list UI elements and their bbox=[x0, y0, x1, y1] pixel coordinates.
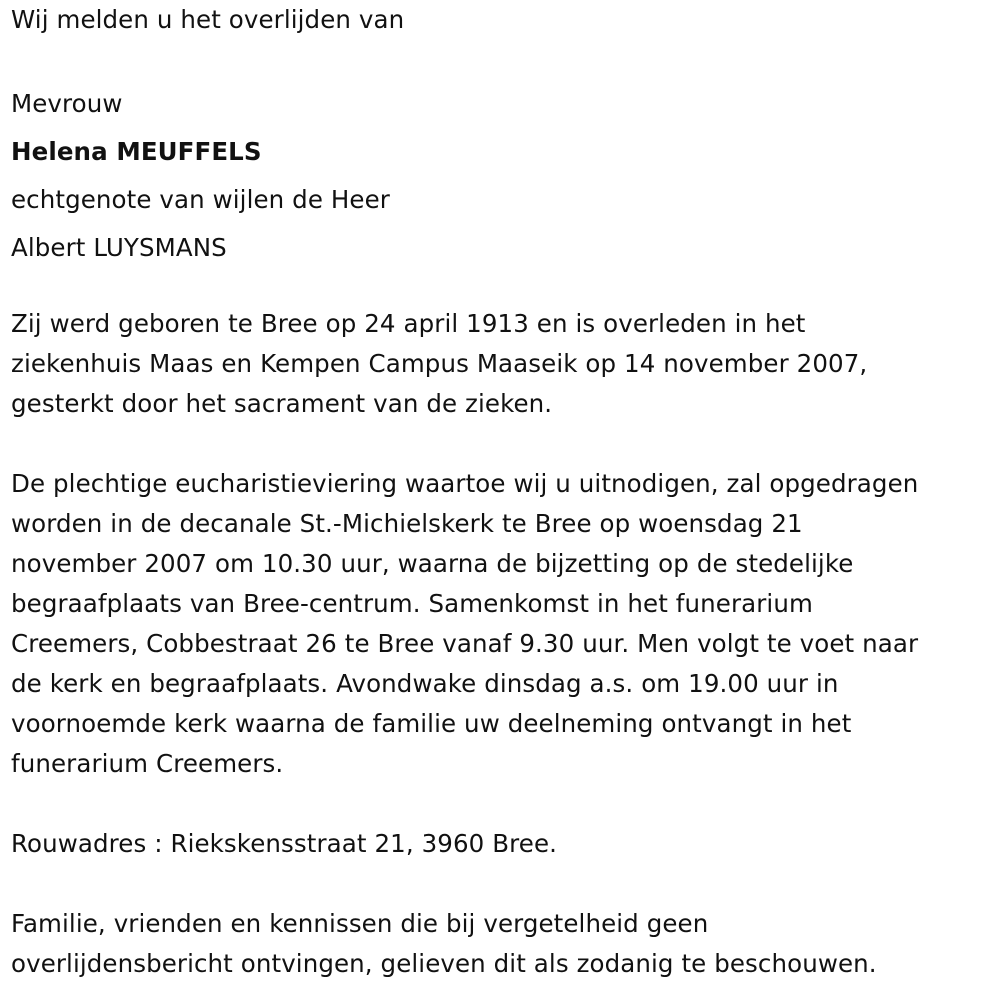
paragraph-line: worden in de decanale St.-Michielskerk te Bree op woensdag 21 bbox=[11, 509, 803, 538]
paragraph-line: funerarium Creemers. bbox=[11, 749, 284, 778]
intro-text: Wij melden u het overlijden van bbox=[11, 5, 405, 34]
paragraph-line: ziekenhuis Maas en Kempen Campus Maaseik op 14 november 2007, bbox=[11, 349, 868, 378]
relation-text: echtgenote van wijlen de Heer bbox=[11, 185, 390, 214]
birth-death-paragraph bbox=[11, 304, 991, 424]
salutation: Mevrouw bbox=[11, 89, 123, 118]
paragraph-line: voornoemde kerk waarna de familie uw deelneming ontvangt in het bbox=[11, 709, 852, 738]
paragraph-line: overlijdensbericht ontvingen, gelieven dit als zodanig te beschouwen. bbox=[11, 949, 877, 978]
paragraph-line: de kerk en begraafplaats. Avondwake dinsdag a.s. om 19.00 uur in bbox=[11, 669, 839, 698]
paragraph-line: De plechtige eucharistieviering waartoe wij u uitnodigen, zal opgedragen bbox=[11, 469, 919, 498]
spacer bbox=[11, 864, 991, 904]
spouse-name: Albert LUYSMANS bbox=[11, 233, 227, 262]
paragraph-line: november 2007 om 10.30 uur, waarna de bijzetting op de stedelijke bbox=[11, 549, 854, 578]
obituary-notice bbox=[11, 0, 991, 984]
paragraph-line: Familie, vrienden en kennissen die bij vergetelheid geen bbox=[11, 909, 709, 938]
spacer bbox=[11, 272, 991, 304]
paragraph-line: Zij werd geboren te Bree op 24 april 1913 en is overleden in het bbox=[11, 309, 806, 338]
mourning-address: Rouwadres : Riekskensstraat 21, 3960 Bree. bbox=[11, 829, 558, 858]
spacer bbox=[11, 424, 991, 464]
spacer bbox=[11, 784, 991, 824]
paragraph-line: Creemers, Cobbestraat 26 te Bree vanaf 9.30 uur. Men volgt te voet naar bbox=[11, 629, 919, 658]
deceased-name: Helena MEUFFELS bbox=[11, 137, 262, 166]
spacer bbox=[11, 40, 991, 80]
paragraph-line: begraafplaats van Bree-centrum. Samenkomst in het funerarium bbox=[11, 589, 813, 618]
closing-paragraph bbox=[11, 904, 991, 984]
ceremony-paragraph bbox=[11, 464, 991, 784]
paragraph-line: gesterkt door het sacrament van de zieken. bbox=[11, 389, 553, 418]
